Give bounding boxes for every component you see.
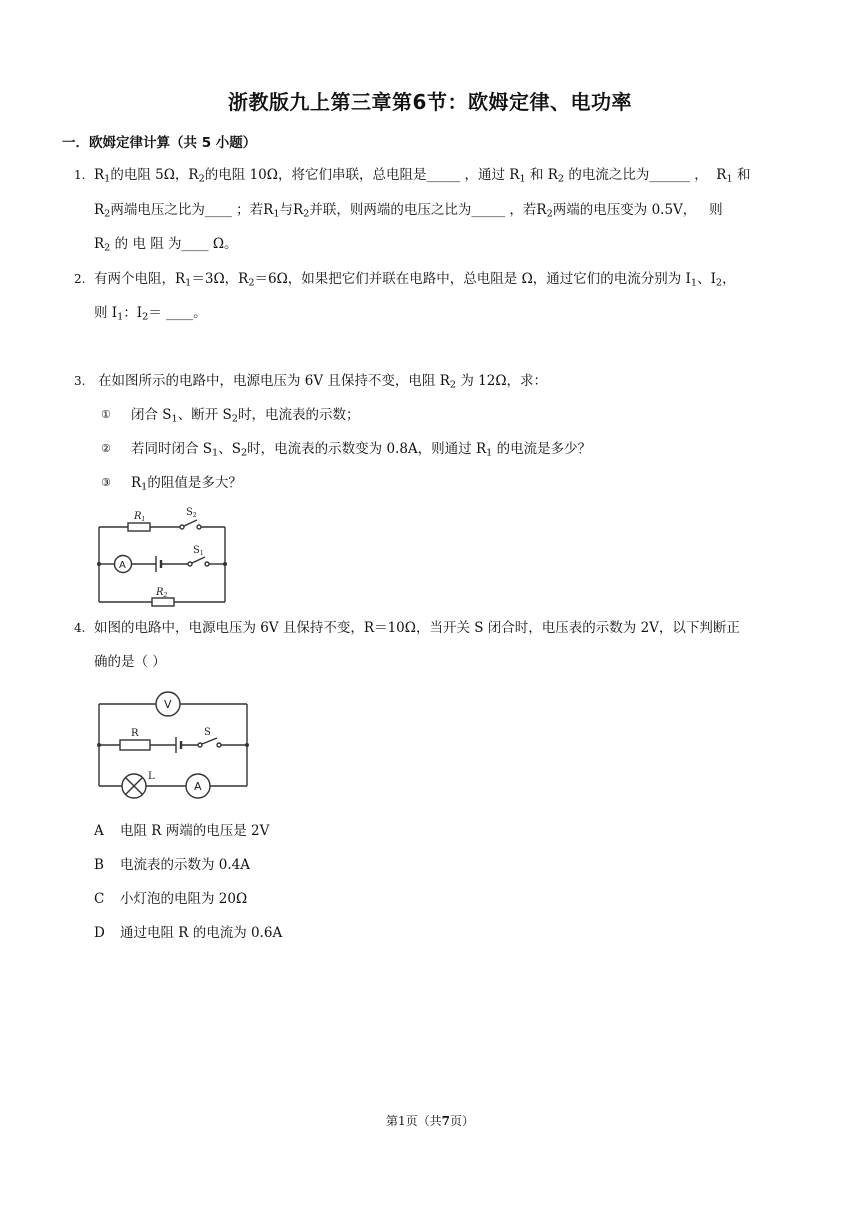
question-2-line-1: 有两个电阻，$R_1=3\Omega$，$R_2=6\Omega$，如果把它们并联在电路中，总电阻是 Ω，通过它们的电流分别为 $I_1$、$I_2$，	[94, 271, 736, 289]
label-s1: S	[193, 545, 200, 556]
question-3-item-2-mark: ②	[101, 442, 111, 455]
junction-right	[223, 562, 227, 566]
resistor-r	[120, 740, 150, 750]
junction-left	[97, 743, 101, 747]
resistor-r1	[128, 523, 150, 531]
voltmeter-label: V	[164, 698, 172, 711]
ammeter-label: A	[119, 560, 126, 571]
page-title: 浙教版九上第三章第6节：欧姆定律、电功率	[228, 90, 632, 114]
label-r2: R	[156, 587, 164, 598]
resistor-label: R	[131, 728, 139, 739]
svg-text:S1: $S_1$	[193, 545, 204, 557]
option-a-letter: A	[94, 823, 104, 839]
switch-s1-pivot	[188, 562, 192, 566]
svg-text:S2: $S_2$	[186, 507, 197, 519]
switch-label: S	[204, 727, 211, 738]
resistor-r2	[152, 598, 174, 606]
switch-s-contact	[217, 743, 221, 747]
question-1-line-3: $R_2$ 的 电 阻 为____ Ω。	[94, 236, 238, 254]
switch-s1-blade	[192, 557, 205, 563]
question-4-stem-line-1: 如图的电路中，电源电压为 6V 且保持不变，R＝10Ω，当开关 S 闭合时，电压表的示数为 2V，以下判断正	[94, 620, 740, 636]
switch-s-pivot	[198, 743, 202, 747]
label-s2: S	[186, 507, 193, 518]
question-4-circuit-diagram	[94, 688, 256, 804]
question-2-line-2: 则 $I_1$：$I_2=$ ____。	[94, 305, 207, 323]
ammeter-label: A	[194, 780, 202, 793]
switch-s-blade	[202, 738, 217, 744]
option-b-letter: B	[94, 857, 104, 873]
switch-s2-pivot	[180, 525, 184, 529]
question-3-item-3: $R_1$的阻值是多大？	[131, 475, 242, 493]
option-d-letter: D	[94, 925, 105, 941]
svg-text:R1: $R_1$	[134, 511, 146, 523]
option-c-letter: C	[94, 891, 105, 907]
label-r1: R	[134, 511, 142, 522]
question-3-item-2: 若同时闭合 $S_1$、$S_2$时，电流表的示数变为 0.8A，则通过 $R_1$ 的电流是多少？	[131, 441, 592, 459]
junction-left	[97, 562, 101, 566]
switch-s2-contact	[197, 525, 201, 529]
switch-s1-contact	[205, 562, 209, 566]
question-3-item-1: 闭合 $S_1$、断开 $S_2$时，电流表的示数；	[131, 407, 360, 425]
question-1-number: 1.	[74, 168, 86, 182]
switch-s2-blade	[184, 520, 197, 526]
junction-right	[245, 743, 249, 747]
question-3-stem: 在如图所示的电路中，电源电压为 6V 且保持不变，电阻 $R_2$ 为 12Ω，求：	[98, 373, 548, 391]
question-3-number: 3.	[74, 374, 86, 388]
question-3-item-1-mark: ①	[101, 408, 111, 421]
section-heading: 一．欧姆定律计算（共 5 小题）	[62, 135, 257, 151]
option-c-text: 小灯泡的电阻为 20Ω	[120, 891, 248, 907]
question-1-line-2: $R_2$两端电压之比为____ ；若$R_1$与$R_2$并联，则两端的电压之比为_____ ，若$R_2$两端的电压变为 0.5V， 则	[94, 202, 723, 220]
question-4-stem-line-2: 确的是（ ）	[94, 654, 166, 670]
question-3-circuit-diagram	[94, 503, 234, 607]
option-b-text: 电流表的示数为 0.4A	[120, 857, 251, 873]
option-d-text: 通过电阻 R 的电流为 0.6A	[120, 925, 283, 941]
svg-text:R2: $R_2$	[156, 587, 168, 599]
question-1-line-1: $R_1$的电阻 5Ω，$R_2$的电阻 10Ω，将它们串联，总电阻是_____ ，通过 $R_1$ 和 $R_2$ 的电流之比为______ ， $R_1$ 和	[94, 167, 751, 185]
question-2-number: 2.	[74, 272, 86, 286]
lamp-label: L	[148, 771, 155, 782]
question-3-item-3-mark: ③	[101, 476, 111, 489]
page-footer: 第1页（共7页）	[385, 1114, 474, 1128]
option-a-text: 电阻 R 两端的电压是 2V	[120, 823, 270, 839]
question-4-number: 4.	[74, 621, 86, 635]
